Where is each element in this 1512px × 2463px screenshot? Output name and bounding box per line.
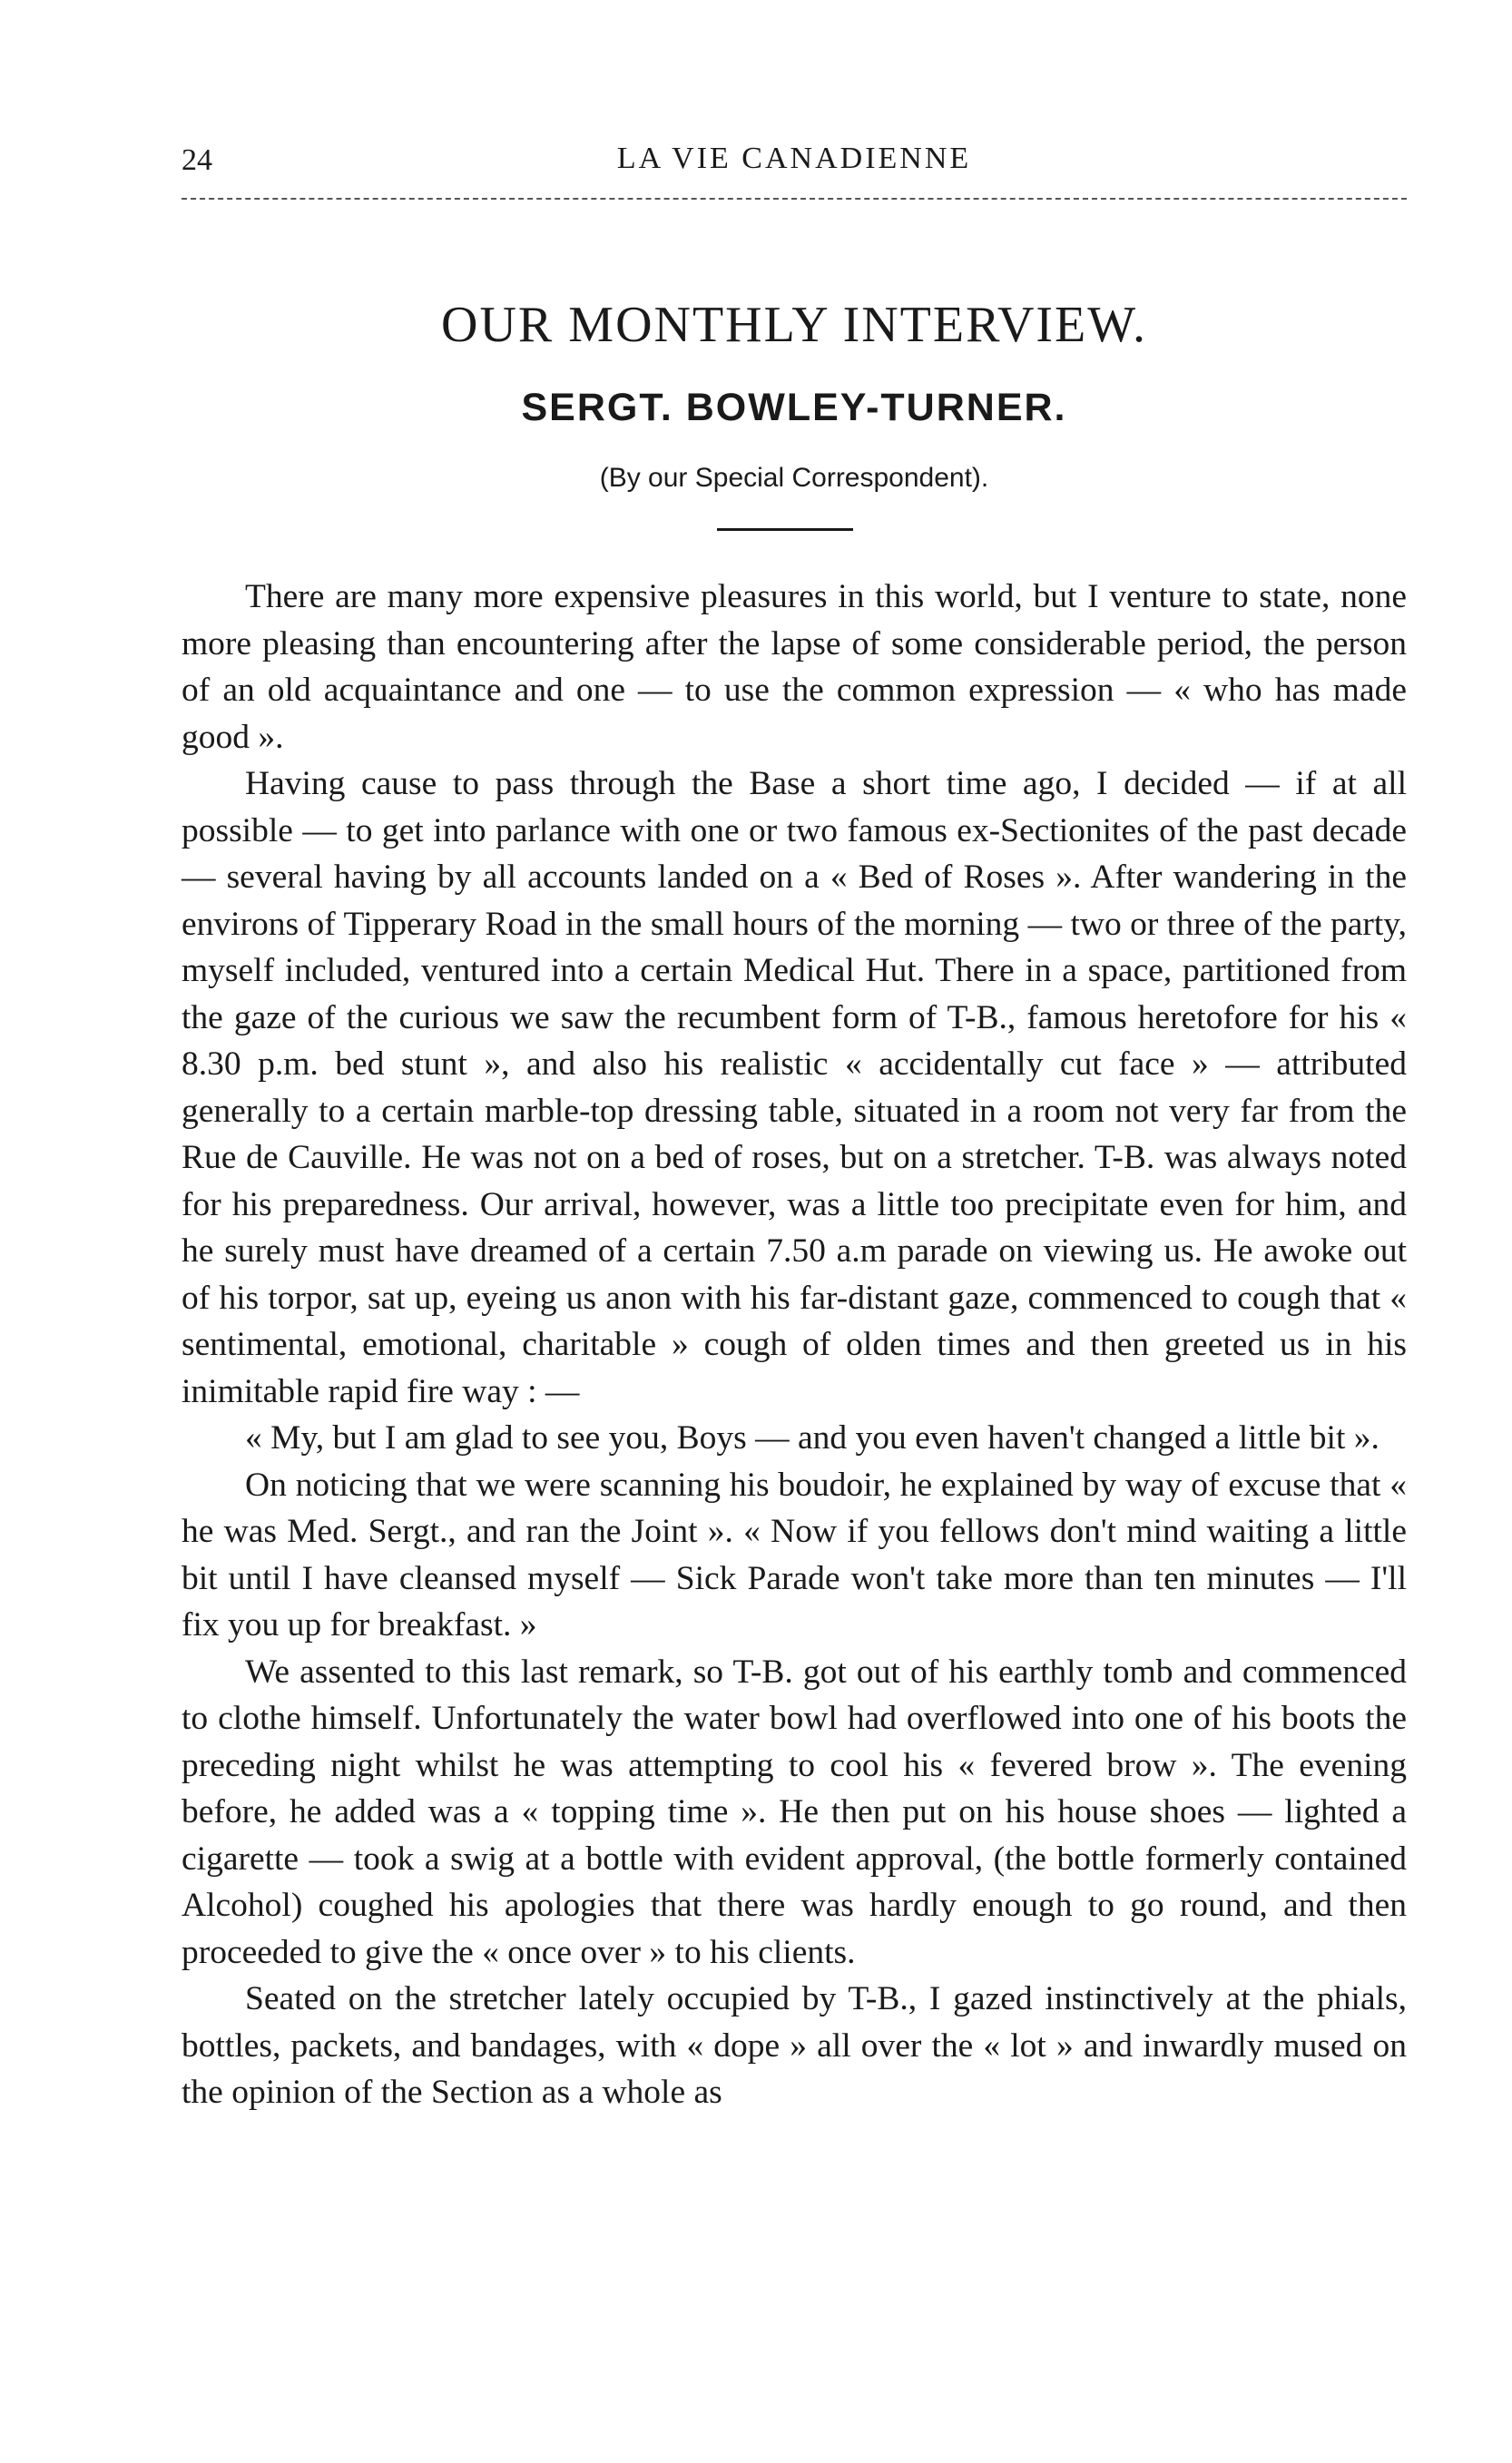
paragraph: On noticing that we were scanning his boudoir, he explained by way of excuse that « he was Med. Sergt., and ran the Joint ». « Now if you fellows don't mind waiting a little bit until I have cleansed myself — Sick Parade won't take more than ten minutes — I'll fix you up for breakfast. »	[182, 1466, 1407, 1644]
title-divider	[717, 528, 853, 531]
header-divider	[182, 198, 1407, 200]
paragraph: « My, but I am glad to see you, Boys — and you even haven't changed a little bit ».	[245, 1419, 1379, 1457]
article-body	[182, 574, 1407, 2116]
page-number: 24	[182, 143, 212, 177]
article-title: OUR MONTHLY INTERVIEW.	[441, 297, 1147, 353]
paragraph: Having cause to pass through the Base a short time ago, I decided — if at all possible — to get into parlance with one or two famous ex-Sectionites of the past decade — several having by all accounts landed on a « Bed of Roses ». After wandering in the environs of Tipperary Road in the small hours of the morning — two or three of the party, myself included, ventured into a certain Medical Hut. There in a space, partitioned from the gaze of the curious we saw the recumbent form of T-B., famous heretofore for his « 8.30 p.m. bed stunt », and also his realistic « accidentally cut face » — attributed generally to a certain marble-top dressing table, situated in a room not very far from the Rue de Cauville. He was not on a bed of roses, but on a stretcher. T-B. was always noted for his preparedness. Our arrival, however, was a little too precipitate even for him, and he surely must have dreamed of a certain 7.50 a.m parade on viewing us. He awoke out of his torpor, sat up, eyeing us anon with his far-distant gaze, commenced to cough that « sentimental, emotional, charitable » cough of olden times and then greeted us in his inimitable rapid fire way : —	[182, 765, 1407, 1410]
journal-title: LA VIE CANADIENNE	[616, 142, 972, 175]
paragraph: There are many more expensive pleasures in this world, but I venture to state, none more pleasing than encountering after the lapse of some considerable period, the person of an old acquaintance and one — to use the common expression — « who has made good ».	[182, 578, 1407, 756]
paragraph: We assented to this last remark, so T-B. got out of his earthly tomb and commenced to clothe himself. Unfortunately the water bowl had overflowed into one of his boots the preceding night whilst he was attempting to cool his « fevered brow ». The evening before, he added was a « topping time ». He then put on his house shoes — lighted a cigarette — took a swig at a bottle with evident approval, (the bottle formerly contained Alcohol) coughed his apologies that there was hardly enough to go round, and then proceeded to give the « once over » to his clients.	[182, 1653, 1407, 1971]
running-head	[182, 136, 1407, 191]
paragraph: Seated on the stretcher lately occupied by T-B., I gazed instinctively at the phials, bottles, packets, and bandages, with « dope » all over the « lot » and inwardly mused on the opinion of the Section as a whole as	[182, 1980, 1407, 2111]
article-subtitle: SERGT. BOWLEY-TURNER.	[521, 386, 1067, 429]
article-byline: (By our Special Correspondent).	[599, 463, 989, 493]
